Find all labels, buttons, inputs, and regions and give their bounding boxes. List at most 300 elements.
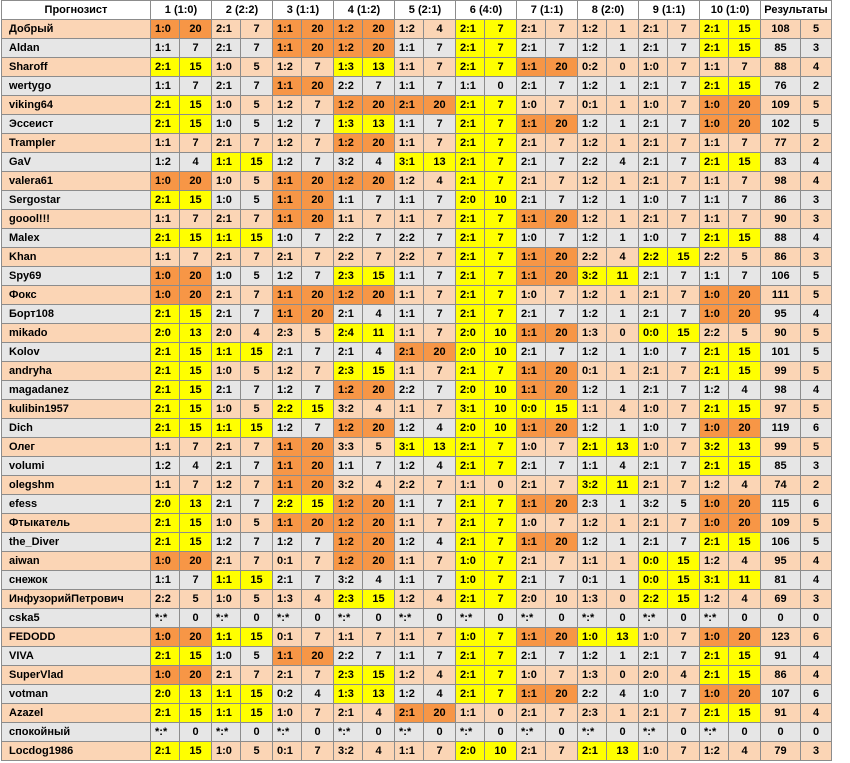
predicted-score: 2:1 — [700, 362, 729, 381]
predicted-score: 2:1 — [212, 666, 241, 685]
match-points: 7 — [424, 58, 456, 77]
predicted-score: 2:1 — [700, 20, 729, 39]
predicted-score: 1:2 — [395, 457, 424, 476]
match-points: 0 — [607, 723, 639, 742]
match-points: 7 — [302, 704, 334, 723]
match-points: 7 — [424, 362, 456, 381]
match-points: 20 — [729, 628, 761, 647]
predicted-score: 3:2 — [334, 476, 363, 495]
match-points: 20 — [363, 96, 395, 115]
predicted-score: 1:1 — [395, 647, 424, 666]
predicted-score: 1:1 — [517, 628, 546, 647]
match-points: 7 — [668, 286, 700, 305]
match-points: 7 — [302, 96, 334, 115]
match-points: 5 — [241, 115, 273, 134]
match-points: 11 — [363, 324, 395, 343]
predicted-score: 1:0 — [517, 438, 546, 457]
match-points: 7 — [241, 457, 273, 476]
predicted-score: 1:0 — [700, 419, 729, 438]
match-points: 20 — [302, 457, 334, 476]
forecast-results-table — [1, 0, 832, 761]
predicted-score: 0:0 — [517, 400, 546, 419]
predicted-score: 3:1 — [700, 571, 729, 590]
predicted-score: 1:1 — [395, 115, 424, 134]
predicted-score: 3:2 — [334, 742, 363, 761]
match-points: 4 — [363, 305, 395, 324]
predicted-score: 2:1 — [517, 343, 546, 362]
total-score: 98 — [761, 381, 801, 400]
predicted-score: 2:1 — [212, 248, 241, 267]
match-points: 0 — [729, 723, 761, 742]
participant-name: votman — [2, 685, 151, 704]
match-points: 0 — [302, 723, 334, 742]
table-row — [2, 362, 832, 381]
predicted-score: 1:1 — [212, 571, 241, 590]
predicted-score: 1:1 — [273, 476, 302, 495]
predicted-score: 3:2 — [639, 495, 668, 514]
predicted-score: 2:1 — [578, 742, 607, 761]
predicted-score: 2:0 — [151, 324, 180, 343]
match-points: 20 — [546, 362, 578, 381]
participant-name: valera61 — [2, 172, 151, 191]
match-points: 7 — [241, 476, 273, 495]
predicted-score: *:* — [456, 723, 485, 742]
match-points: 1 — [607, 362, 639, 381]
match-points: 7 — [668, 39, 700, 58]
total-points: 5 — [801, 362, 832, 381]
match-points: 7 — [424, 267, 456, 286]
match-points: 0 — [363, 723, 395, 742]
match-points: 1 — [607, 533, 639, 552]
match-points: 5 — [241, 362, 273, 381]
predicted-score: 1:2 — [578, 210, 607, 229]
match-points: 20 — [363, 552, 395, 571]
match-points: 1 — [607, 571, 639, 590]
match-points: 20 — [363, 495, 395, 514]
predicted-score: 2:1 — [151, 96, 180, 115]
predicted-score: 1:0 — [517, 229, 546, 248]
match-points: 0 — [180, 609, 212, 628]
total-score: 76 — [761, 77, 801, 96]
table-row — [2, 628, 832, 647]
predicted-score: 1:2 — [334, 286, 363, 305]
match-points: 5 — [241, 267, 273, 286]
match-points: 7 — [241, 39, 273, 58]
predicted-score: 2:0 — [456, 343, 485, 362]
match-points: 7 — [546, 172, 578, 191]
match-points: 7 — [729, 172, 761, 191]
match-points: 4 — [607, 400, 639, 419]
match-points: 0 — [668, 609, 700, 628]
total-points: 5 — [801, 267, 832, 286]
match-points: 7 — [485, 438, 517, 457]
predicted-score: 1:1 — [517, 58, 546, 77]
predicted-score: *:* — [639, 723, 668, 742]
predicted-score: 1:3 — [334, 58, 363, 77]
match-points: 1 — [607, 286, 639, 305]
predicted-score: 1:0 — [212, 58, 241, 77]
predicted-score: 1:2 — [273, 115, 302, 134]
predicted-score: 1:1 — [395, 552, 424, 571]
total-score: 86 — [761, 191, 801, 210]
predicted-score: 1:2 — [212, 476, 241, 495]
predicted-score: 1:2 — [212, 533, 241, 552]
match-points: 7 — [668, 115, 700, 134]
match-points: 13 — [729, 438, 761, 457]
total-points: 4 — [801, 552, 832, 571]
predicted-score: 2:1 — [700, 533, 729, 552]
match-points: 7 — [485, 685, 517, 704]
table-row — [2, 533, 832, 552]
match-points: 5 — [241, 590, 273, 609]
predicted-score: 1:1 — [273, 647, 302, 666]
match-points: 15 — [729, 362, 761, 381]
match-points: 20 — [546, 628, 578, 647]
match-points: 1 — [607, 381, 639, 400]
match-points: 7 — [546, 343, 578, 362]
total-points: 4 — [801, 704, 832, 723]
predicted-score: 1:1 — [700, 267, 729, 286]
match-points: 7 — [424, 381, 456, 400]
predicted-score: 2:1 — [639, 286, 668, 305]
predicted-score: 1:0 — [212, 647, 241, 666]
match-points: 20 — [546, 495, 578, 514]
predicted-score: 1:1 — [273, 39, 302, 58]
predicted-score: 1:2 — [334, 20, 363, 39]
total-points: 2 — [801, 77, 832, 96]
match-points: 7 — [302, 343, 334, 362]
table-row — [2, 723, 832, 742]
predicted-score: 2:2 — [578, 248, 607, 267]
predicted-score: 2:2 — [395, 229, 424, 248]
predicted-score: 1:1 — [395, 400, 424, 419]
predicted-score: 1:0 — [639, 438, 668, 457]
participant-name: Эссеист — [2, 115, 151, 134]
predicted-score: 3:2 — [334, 400, 363, 419]
predicted-score: 2:1 — [639, 134, 668, 153]
predicted-score: 1:1 — [517, 419, 546, 438]
match-points: 7 — [302, 666, 334, 685]
table-row — [2, 609, 832, 628]
match-points: 7 — [668, 742, 700, 761]
match-points: 15 — [729, 39, 761, 58]
header-row — [2, 1, 832, 20]
predicted-score: 2:1 — [456, 438, 485, 457]
participant-name: efess — [2, 495, 151, 514]
predicted-score: 2:1 — [517, 153, 546, 172]
match-points: 7 — [546, 666, 578, 685]
match-points: 7 — [546, 457, 578, 476]
match-points: 15 — [668, 248, 700, 267]
match-points: 1 — [607, 134, 639, 153]
predicted-score: 2:1 — [212, 20, 241, 39]
match-points: 7 — [485, 248, 517, 267]
predicted-score: 1:0 — [273, 229, 302, 248]
match-points: 4 — [424, 419, 456, 438]
match-points: 7 — [424, 191, 456, 210]
predicted-score: 1:0 — [639, 400, 668, 419]
match-points: 20 — [729, 685, 761, 704]
total-score: 86 — [761, 248, 801, 267]
participant-name: GaV — [2, 153, 151, 172]
match-points: 7 — [668, 172, 700, 191]
predicted-score: 1:1 — [212, 628, 241, 647]
predicted-score: 1:2 — [395, 419, 424, 438]
predicted-score: 2:2 — [578, 685, 607, 704]
match-points: 20 — [302, 191, 334, 210]
match-points: 15 — [180, 381, 212, 400]
match-points: 7 — [485, 210, 517, 229]
match-points: 20 — [302, 476, 334, 495]
match-points: 7 — [363, 210, 395, 229]
predicted-score: 2:0 — [456, 742, 485, 761]
match-points: 0 — [485, 704, 517, 723]
match-points: 7 — [424, 514, 456, 533]
predicted-score: 2:1 — [456, 153, 485, 172]
predicted-score: 1:1 — [517, 267, 546, 286]
match-points: 7 — [546, 153, 578, 172]
header-match-8: 8 (2:0) — [578, 1, 639, 20]
predicted-score: 2:1 — [456, 305, 485, 324]
match-points: 15 — [729, 343, 761, 362]
match-points: 15 — [729, 229, 761, 248]
match-points: 20 — [363, 134, 395, 153]
predicted-score: 2:0 — [517, 590, 546, 609]
predicted-score: 1:0 — [212, 115, 241, 134]
match-points: 7 — [424, 571, 456, 590]
match-points: 0 — [607, 590, 639, 609]
predicted-score: 1:0 — [212, 191, 241, 210]
predicted-score: 2:1 — [639, 115, 668, 134]
match-points: 7 — [668, 362, 700, 381]
match-points: 7 — [424, 39, 456, 58]
predicted-score: 1:1 — [151, 39, 180, 58]
predicted-score: 1:0 — [700, 628, 729, 647]
predicted-score: 2:1 — [456, 533, 485, 552]
predicted-score: 1:1 — [395, 305, 424, 324]
match-points: 15 — [180, 742, 212, 761]
predicted-score: 1:1 — [700, 172, 729, 191]
match-points: 4 — [363, 571, 395, 590]
predicted-score: 1:0 — [151, 20, 180, 39]
predicted-score: 0:1 — [273, 742, 302, 761]
participant-name: VIVA — [2, 647, 151, 666]
predicted-score: *:* — [578, 609, 607, 628]
participant-name: olegshm — [2, 476, 151, 495]
match-points: 15 — [546, 400, 578, 419]
match-points: 7 — [302, 552, 334, 571]
match-points: 4 — [302, 590, 334, 609]
match-points: 0 — [180, 723, 212, 742]
participant-name: Dich — [2, 419, 151, 438]
predicted-score: 2:1 — [517, 172, 546, 191]
predicted-score: 1:0 — [212, 172, 241, 191]
match-points: 20 — [546, 115, 578, 134]
predicted-score: 1:2 — [578, 514, 607, 533]
match-points: 7 — [668, 400, 700, 419]
predicted-score: 1:2 — [700, 742, 729, 761]
predicted-score: 2:1 — [639, 172, 668, 191]
match-points: 7 — [302, 58, 334, 77]
table-row — [2, 210, 832, 229]
predicted-score: 1:0 — [700, 305, 729, 324]
match-points: 15 — [180, 115, 212, 134]
predicted-score: 2:2 — [578, 153, 607, 172]
predicted-score: 2:1 — [517, 742, 546, 761]
predicted-score: 1:1 — [700, 210, 729, 229]
match-points: 7 — [668, 77, 700, 96]
predicted-score: 2:1 — [639, 647, 668, 666]
predicted-score: *:* — [395, 609, 424, 628]
predicted-score: 2:2 — [700, 248, 729, 267]
predicted-score: 1:1 — [517, 685, 546, 704]
match-points: 7 — [546, 742, 578, 761]
predicted-score: 1:2 — [700, 590, 729, 609]
predicted-score: 1:0 — [212, 267, 241, 286]
predicted-score: 2:1 — [212, 552, 241, 571]
match-points: 4 — [424, 666, 456, 685]
predicted-score: 2:1 — [517, 305, 546, 324]
predicted-score: 1:2 — [700, 552, 729, 571]
predicted-score: 2:2 — [273, 400, 302, 419]
match-points: 1 — [607, 514, 639, 533]
predicted-score: 1:0 — [639, 343, 668, 362]
match-points: 7 — [668, 533, 700, 552]
match-points: 7 — [241, 666, 273, 685]
match-points: 7 — [241, 533, 273, 552]
predicted-score: 1:2 — [334, 381, 363, 400]
match-points: 13 — [607, 438, 639, 457]
predicted-score: 2:1 — [639, 533, 668, 552]
predicted-score: 2:1 — [639, 476, 668, 495]
predicted-score: 2:2 — [334, 647, 363, 666]
predicted-score: 1:2 — [334, 552, 363, 571]
predicted-score: 1:2 — [395, 685, 424, 704]
match-points: 20 — [302, 172, 334, 191]
predicted-score: 2:1 — [212, 134, 241, 153]
predicted-score: 2:1 — [273, 666, 302, 685]
match-points: 15 — [302, 400, 334, 419]
predicted-score: 1:0 — [700, 286, 729, 305]
match-points: 15 — [668, 552, 700, 571]
predicted-score: 2:0 — [639, 666, 668, 685]
predicted-score: *:* — [456, 609, 485, 628]
predicted-score: 1:2 — [578, 39, 607, 58]
predicted-score: 1:0 — [212, 742, 241, 761]
total-score: 115 — [761, 495, 801, 514]
predicted-score: 1:0 — [212, 400, 241, 419]
match-points: 7 — [546, 704, 578, 723]
header-match-10: 10 (1:0) — [700, 1, 761, 20]
total-points: 6 — [801, 419, 832, 438]
predicted-score: 1:1 — [273, 172, 302, 191]
participant-name: viking64 — [2, 96, 151, 115]
predicted-score: 2:1 — [273, 248, 302, 267]
match-points: 20 — [302, 286, 334, 305]
match-points: 5 — [241, 191, 273, 210]
predicted-score: 1:0 — [639, 58, 668, 77]
match-points: 20 — [363, 514, 395, 533]
match-points: 7 — [485, 666, 517, 685]
match-points: 7 — [485, 514, 517, 533]
predicted-score: 0:0 — [639, 571, 668, 590]
match-points: 1 — [607, 343, 639, 362]
predicted-score: 0:1 — [578, 362, 607, 381]
predicted-score: 2:1 — [517, 457, 546, 476]
predicted-score: 2:1 — [517, 704, 546, 723]
predicted-score: 1:0 — [639, 96, 668, 115]
predicted-score: *:* — [517, 723, 546, 742]
predicted-score: 1:1 — [212, 704, 241, 723]
match-points: 7 — [546, 39, 578, 58]
match-points: 7 — [485, 286, 517, 305]
match-points: 10 — [546, 590, 578, 609]
participant-name: aiwan — [2, 552, 151, 571]
predicted-score: 1:1 — [578, 400, 607, 419]
match-points: 7 — [485, 134, 517, 153]
match-points: 7 — [241, 495, 273, 514]
predicted-score: 1:1 — [578, 552, 607, 571]
match-points: 4 — [302, 685, 334, 704]
predicted-score: 1:0 — [212, 514, 241, 533]
predicted-score: 2:1 — [151, 400, 180, 419]
table-row — [2, 742, 832, 761]
header-results: Результаты — [761, 1, 832, 20]
predicted-score: 1:0 — [151, 628, 180, 647]
participant-name: SuperVlad — [2, 666, 151, 685]
table-row — [2, 590, 832, 609]
predicted-score: 1:3 — [578, 666, 607, 685]
match-points: 15 — [241, 685, 273, 704]
predicted-score: 3:2 — [578, 267, 607, 286]
predicted-score: 1:2 — [273, 419, 302, 438]
predicted-score: 1:1 — [151, 438, 180, 457]
match-points: 7 — [546, 571, 578, 590]
participant-name: FEDODD — [2, 628, 151, 647]
match-points: 7 — [546, 191, 578, 210]
total-points: 5 — [801, 286, 832, 305]
predicted-score: 1:1 — [212, 343, 241, 362]
predicted-score: 1:3 — [578, 590, 607, 609]
total-points: 5 — [801, 533, 832, 552]
match-points: 15 — [241, 704, 273, 723]
predicted-score: 1:2 — [578, 419, 607, 438]
match-points: 4 — [424, 685, 456, 704]
match-points: 7 — [241, 20, 273, 39]
predicted-score: 1:0 — [151, 172, 180, 191]
match-points: 20 — [729, 286, 761, 305]
predicted-score: 2:1 — [700, 457, 729, 476]
match-points: 5 — [729, 324, 761, 343]
total-points: 6 — [801, 685, 832, 704]
match-points: 7 — [363, 628, 395, 647]
match-points: 20 — [302, 39, 334, 58]
predicted-score: *:* — [395, 723, 424, 742]
table-row — [2, 685, 832, 704]
predicted-score: 2:1 — [700, 343, 729, 362]
predicted-score: 2:1 — [334, 704, 363, 723]
match-points: 20 — [180, 552, 212, 571]
predicted-score: 1:2 — [395, 172, 424, 191]
match-points: 15 — [180, 305, 212, 324]
match-points: 0 — [241, 609, 273, 628]
predicted-score: *:* — [700, 723, 729, 742]
match-points: 0 — [729, 609, 761, 628]
match-points: 15 — [363, 362, 395, 381]
table-row — [2, 115, 832, 134]
match-points: 7 — [302, 742, 334, 761]
predicted-score: 1:0 — [517, 514, 546, 533]
